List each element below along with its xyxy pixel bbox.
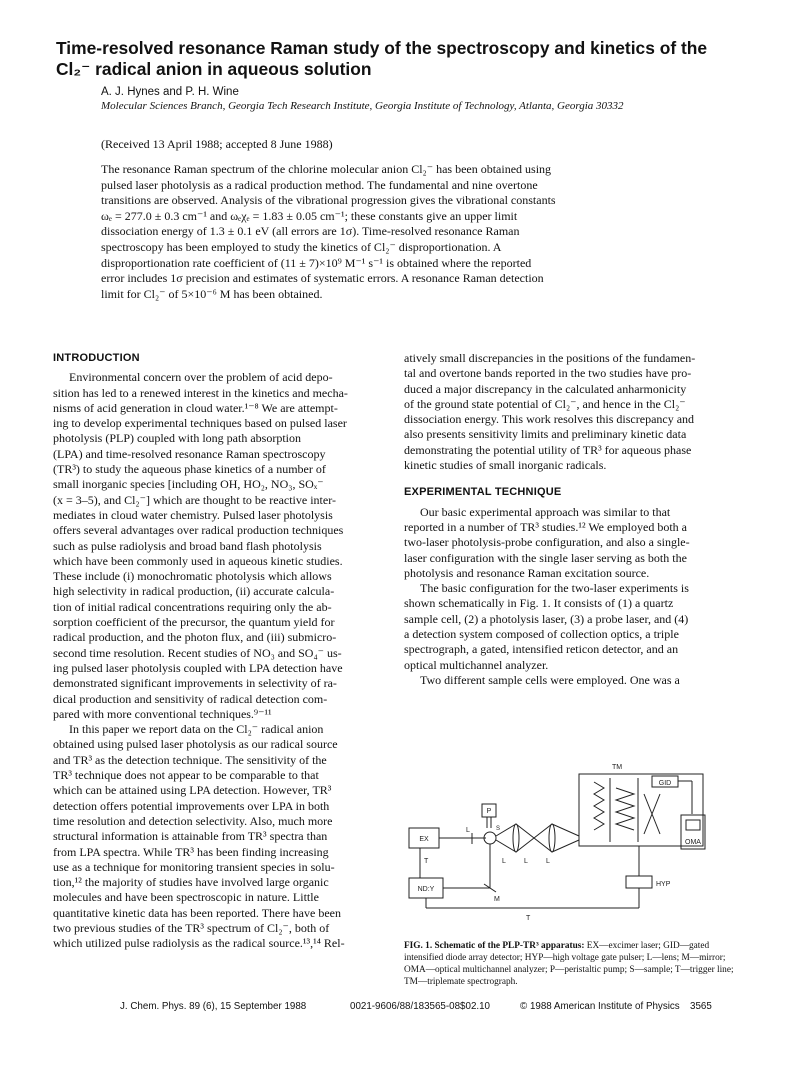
grating-path [594,782,604,830]
page-footer [0,1001,787,1015]
section-heading-introduction: INTRODUCTION [53,352,140,364]
label-ndy: ND:Y [417,886,435,893]
label-l3: L [524,858,528,865]
caption-body: EX—excimer laser; GID—gated intensified diode array detector; HYP—high voltage gate pulser; L—lens; M—mirror; OMA—optical multichannel analyzer; P—peristaltic pump; S—sample; T—trigger line; TM—triplemate spectrograph. [404,941,734,987]
label-s: S [496,826,501,832]
triplemate-box [579,774,703,846]
lens-1 [513,824,519,852]
paragraph: atively small discrepancies in the positions of the fundamen- tal and overtone bands reported in the two studies have pro- duced a major discrepancy in the calculated anharmonicity of the ground state potential of Cl₂⁻, and hence in the Cl₂⁻ dissociation energy. This work resolves this discrepancy and also presents sensitivity limits and preliminary kinetic data demonstrating the potential utility of TR³ for aqueous phase kinetic studies of small inorganic radicals. [404,351,696,473]
label-gid: GID [658,780,672,787]
affiliation: Molecular Sciences Branch, Georgia Tech Research Institute, Georgia Institute of Technology, Atlanta, Georgia 30332 [101,100,624,112]
paragraph: Our basic experimental approach was similar to that reported in a number of TR³ studies.¹² We employed both a two-laser photolysis-probe configuration, and also a single- laser configuration with the single laser serving as both the photolysis and resonance Raman excitation source. [404,504,690,580]
footer-copyright: © 1988 American Institute of Physics [520,1001,680,1012]
footer-journal: J. Chem. Phys. 89 (6), 15 September 1988 [120,1001,307,1012]
figure-1-schematic [404,758,739,938]
paragraph: The basic configuration for the two-laser experiments is shown schematically in Fig. 1. It consists of (1) a quartz sample cell, (2) a photolysis laser, (3) a probe laser, and (4) a detection system composed of collection optics, a triple spectrograph, a gated, intensified reticon detector, and an optical multichannel analyzer. [404,581,689,672]
abstract-text: The resonance Raman spectrum of the chlorine molecular anion Cl₂⁻ has been obtained using pulsed laser photolysis as a radical production method. The fundamental and nine overtone transitions are observed. Analysis of the vibrational progression gives the vibrational constants ωₑ = 277.0 ± 0.3 cm⁻¹ and ωₑχₑ = 1.83 ± 0.05 cm⁻¹; these constants give an upper limit dissociation energy of 1.3 ± 0.1 eV (all errors are 1σ). Time-resolved resonance Raman spectroscopy has been employed to study the kinetics of Cl₂⁻ disproportionation. A disproportionation rate coefficient of (11 ± 7)×10⁹ M⁻¹ s⁻¹ is obtained where the reported error includes 1σ precision and estimates of systematic errors. A resonance Raman detection limit for Cl₂⁻ of 5×10⁻⁶ M has been obtained. [101,162,556,301]
label-l2: L [502,858,506,865]
label-l4: L [546,858,550,865]
caption-head: FIG. 1. Schematic of the PLP-TR³ apparatus: [404,941,585,951]
footer-code: 0021-9606/88/183565-08$02.10 [350,1001,491,1012]
lens-2 [549,824,555,852]
label-oma: OMA [685,839,701,846]
label-hyp: HYP [656,881,671,888]
apparatus-diagram [404,758,739,938]
abstract [101,162,709,302]
footer-page-number: 3565 [690,1001,712,1012]
label-tm: TM [611,764,623,771]
received-dates: (Received 13 April 1988; accepted 8 June 1988) [101,137,333,151]
hyp-box [626,876,652,888]
label-p: P [486,808,492,815]
figure-caption [404,940,734,988]
label-t1: T [424,858,429,865]
label-m: M [494,896,500,903]
label-l1: L [466,827,470,834]
right-column [404,351,737,688]
paper-title: Time-resolved resonance Raman study of the spectroscopy and kinetics of the Cl₂⁻ radical anion in aqueous solution [56,38,708,79]
section-heading-experimental: EXPERIMENTAL TECHNIQUE [404,486,562,499]
label-ex: EX [419,836,429,843]
paragraph: Two different sample cells were employed. One was a [420,672,680,687]
zigzag-path [616,788,634,830]
left-column [53,351,388,952]
label-t2: T [526,915,531,922]
paragraph: Environmental concern over the problem of acid depo- sition has led to a renewed interest in the kinetics and mecha- nisms of acid generation in cloud water.¹⁻⁸ We are attempt- ing to develop experimental techniques based on pulsed laser photolysis (PLP) coupled with long path absorption (LPA) and time-resolved resonance Raman spectroscopy (TR³) to study the aqueous phase kinetics of a number of small inorganic species [including OH, HO₂, NO₃, SOₓ⁻ (x = 3–5), and Cl₂⁻] which are thought to be reactive inter- mediates in cloud water chemistry. Pulsed laser photolysis offers several advantages over radical production techniques such as pulse radiolysis and broad band flash photolysis which have been commonly used in aqueous kinetic studies. These include (i) monochromatic photolysis which allows high selectivity in radical production, (ii) accurate calcula- tion of initial radical concentrations requiring only the ab- sorption coefficient of the precursor, the quantum yield for radical production, and the photon flux, and (iii) submicro- second time resolution. Recent studies of NO₃ and SO₄⁻ us- ing pulsed laser photolysis coupled with LPA detection have demonstrated significant improvements in selectivity of ra- dical production and sensitivity of radical detection com- pared with more conventional techniques.⁹⁻¹¹ [53,370,348,721]
author-list: A. J. Hynes and P. H. Wine [101,86,239,98]
paragraph: In this paper we report data on the Cl₂⁻ radical anion obtained using pulsed laser photolysis as our radical source and TR³ as the detection technique. The sensitivity of the TR³ technique does not appear to be comparable to that which can be attained using LPA detection. However, TR³ detection offers potential improvements over LPA in both time resolution and detection selectivity. Also, much more structural information is attainable from TR³ spectra than from LPA spectra. While TR³ has been finding increasing use as a technique for monitoring transient species in solu- tion,¹² the majority of studies have involved large organic molecules and have been spectroscopic in nature. Little quantitative kinetic data has been reported. There have been two previous studies of the TR³ spectrum of Cl₂⁻, both of which utilized pulse radiolysis as the radical source.¹³,¹⁴ Rel- [53,722,345,951]
